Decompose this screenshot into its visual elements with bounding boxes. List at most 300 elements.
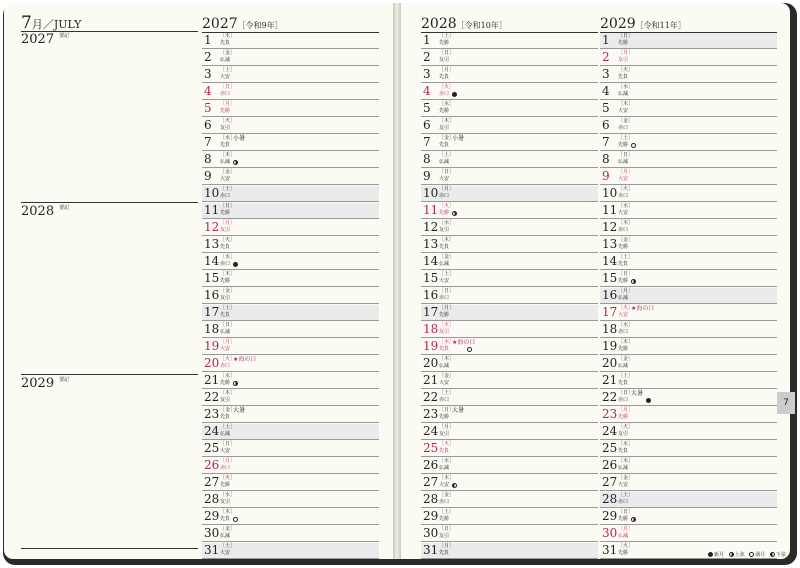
rokuyo-label: 先勝 [439,312,450,318]
day-number: 22 [423,390,439,404]
day-row[interactable] [202,373,379,389]
day-row[interactable] [421,220,598,236]
day-row[interactable] [600,526,777,542]
day-number: 13 [423,237,439,251]
day-row[interactable] [600,356,777,372]
rokuyo-label: 大安 [618,312,629,318]
weekday-label: ［金］ [220,169,236,175]
rokuyo-label: 赤口 [618,193,629,199]
rokuyo-label: 先負 [220,516,231,522]
day-row[interactable] [421,169,598,185]
day-number: 25 [602,441,618,455]
weekday-label: ［月］ [439,67,455,73]
day-row[interactable] [202,169,379,185]
weekday-label: ［金］ [439,492,455,498]
rokuyo-label: 先勝 [618,142,629,148]
day-row[interactable] [202,135,379,151]
day-row[interactable] [202,237,379,253]
weekday-label: ［土］ [618,135,634,141]
year-separator [21,374,198,375]
rokuyo-label: 先負 [439,74,450,80]
rokuyo-label: 友引 [439,57,450,63]
rokuyo-label: 大安 [618,176,629,182]
day-number: 13 [204,237,220,251]
weekday-label: ［金］ [618,356,634,362]
day-row[interactable] [600,101,777,117]
day-row[interactable] [600,84,777,100]
day-row[interactable] [421,271,598,287]
day-row[interactable] [600,339,777,355]
rokuyo-label: 大安 [618,210,629,216]
rokuyo-label: 仏滅 [618,363,629,369]
weekday-label: ［土］ [220,186,236,192]
day-number: 22 [602,390,618,404]
day-row[interactable] [600,509,777,525]
day-row[interactable] [600,390,777,406]
rokuyo-label: 先負 [220,312,231,318]
weekday-label: ［日］ [618,509,634,515]
rokuyo-label: 赤口 [439,397,450,403]
day-row[interactable] [202,152,379,168]
rokuyo-label: 赤口 [618,499,629,505]
day-row[interactable] [202,118,379,134]
day-number: 15 [204,271,220,285]
rokuyo-label: 仏滅 [220,431,231,437]
day-number: 23 [204,407,220,421]
day-row[interactable] [421,254,598,270]
day-row[interactable] [421,118,598,134]
event-label: ★海の日 [631,305,655,312]
weekday-label: ［木］ [618,220,634,226]
day-row[interactable] [421,441,598,457]
day-number: 5 [602,101,610,115]
day-number: 3 [423,67,431,81]
day-row[interactable] [202,339,379,355]
day-row[interactable] [600,424,777,440]
rokuyo-label: 先負 [618,380,629,386]
day-row[interactable] [202,526,379,542]
day-row[interactable] [421,424,598,440]
weekday-label: ［火］ [439,322,455,328]
moon-first-icon [452,211,457,216]
rokuyo-label: 友引 [618,431,629,437]
day-number: 19 [602,339,618,353]
day-row[interactable] [202,305,379,321]
day-number: 5 [423,101,431,115]
weekday-label: ［土］ [618,373,634,379]
day-row[interactable] [421,492,598,508]
moon-full-icon [467,347,472,352]
day-row[interactable] [202,356,379,372]
weekday-label: ［土］ [439,509,455,515]
weekday-label: ［火］ [439,441,455,447]
weekday-label: ［土］ [439,33,455,39]
day-row[interactable] [600,237,777,253]
rokuyo-label: 仏滅 [618,295,629,301]
rokuyo-label: 先勝 [618,516,629,522]
day-number: 23 [602,407,618,421]
weekday-label: ［月］ [618,288,634,294]
rokuyo-label: 友引 [439,533,450,539]
weekday-label: ［月］ [618,169,634,175]
day-row[interactable] [421,458,598,474]
day-row[interactable] [202,407,379,423]
day-number: 17 [602,305,618,319]
day-row[interactable] [421,186,598,202]
rokuyo-label: 先負 [220,244,231,250]
weekday-label: ［木］ [439,475,455,481]
weekday-label: ［木］ [439,237,455,243]
day-row[interactable] [600,135,777,151]
rokuyo-label: 大安 [439,380,450,386]
weekday-label: ［月］ [220,220,236,226]
weekday-label: ［火］ [618,305,634,311]
rokuyo-label: 先負 [439,346,450,352]
day-number: 18 [423,322,439,336]
rokuyo-label: 仏滅 [220,533,231,539]
weekday-label: ［土］ [439,152,455,158]
day-number: 16 [204,288,220,302]
rokuyo-label: 先負 [220,142,231,148]
day-row[interactable] [421,67,598,83]
day-number: 28 [602,492,618,506]
weekday-label: ［火］ [618,186,634,192]
rokuyo-label: 先負 [220,414,231,420]
rokuyo-label: 赤口 [439,499,450,505]
day-number: 17 [204,305,220,319]
day-number: 8 [602,152,610,166]
rokuyo-label: 仏滅 [439,159,450,165]
column-year-title: 2029［令和11年］ [600,16,686,32]
memo-label: 要記 [59,205,70,211]
weekday-label: ［月］ [220,458,236,464]
weekday-label: ［日］ [439,169,455,175]
day-row[interactable] [421,135,598,151]
day-row[interactable] [421,33,598,49]
day-row[interactable] [202,101,379,117]
rokuyo-label: 友引 [439,431,450,437]
month-number: 7 [21,13,32,33]
day-row[interactable] [202,322,379,338]
weekday-label: ［木］ [439,356,455,362]
left-year-label: 2027 $^{要記}$ [21,32,70,47]
rokuyo-label: 赤口 [439,193,450,199]
day-row[interactable] [600,322,777,338]
day-number: 31 [423,543,439,557]
day-row[interactable] [600,33,777,49]
day-number: 11 [204,203,220,217]
weekday-label: ［水］ [220,254,236,260]
rokuyo-label: 赤口 [220,193,231,199]
day-number: 15 [423,271,439,285]
day-number: 30 [423,526,439,540]
rokuyo-label: 大安 [220,346,231,352]
rokuyo-label: 仏滅 [439,261,450,267]
day-row[interactable] [421,237,598,253]
last-quarter-icon [770,552,775,557]
day-row[interactable] [202,543,379,559]
rokuyo-label: 友引 [220,227,231,233]
weekday-label: ［日］ [618,33,634,39]
day-number: 1 [602,33,610,47]
weekday-label: ［日］ [618,152,634,158]
day-number: 25 [423,441,439,455]
weekday-label: ［火］ [618,67,634,73]
rokuyo-label: 先勝 [220,482,231,488]
column-year-title: 2028［令和10年］ [421,16,507,32]
day-row[interactable] [421,543,598,559]
day-row[interactable] [421,407,598,423]
day-row[interactable] [600,50,777,66]
weekday-label: ［金］ [220,288,236,294]
day-row[interactable] [600,441,777,457]
moon-first-icon [631,279,636,284]
day-row[interactable] [202,390,379,406]
day-row[interactable] [202,458,379,474]
weekday-label: ［日］ [220,441,236,447]
day-row[interactable] [421,356,598,372]
day-row[interactable] [202,475,379,491]
day-row[interactable] [421,101,598,117]
day-row[interactable] [202,84,379,100]
day-number: 28 [204,492,220,506]
day-number: 5 [204,101,212,115]
day-number: 30 [602,526,618,540]
day-row[interactable] [421,288,598,304]
day-number: 17 [423,305,439,319]
day-number: 7 [602,135,610,149]
rokuyo-label: 大安 [220,74,231,80]
rokuyo-label: 先負 [220,40,231,46]
book-spine [393,3,401,559]
memo-label: 要記 [59,377,70,383]
rokuyo-label: 大安 [439,278,450,284]
weekday-label: ［月］ [439,424,455,430]
weekday-label: ［木］ [220,33,236,39]
rokuyo-label: 先負 [439,448,450,454]
day-row[interactable] [600,118,777,134]
weekday-label: ［木］ [220,509,236,515]
rokuyo-label: 仏滅 [220,329,231,335]
day-number: 27 [423,475,439,489]
day-number: 18 [204,322,220,336]
rokuyo-label: 先勝 [220,278,231,284]
weekday-label: ［日］ [220,203,236,209]
weekday-label: ［木］ [618,101,634,107]
weekday-label: ［月］ [618,407,634,413]
day-number: 19 [423,339,439,353]
day-row[interactable] [600,492,777,508]
day-row[interactable] [600,186,777,202]
weekday-label: ［土］ [220,543,236,549]
day-row[interactable] [202,492,379,508]
moon-first-icon [233,160,238,165]
weekday-label: ［日］ [618,271,634,277]
day-number: 12 [204,220,220,234]
day-row[interactable] [421,373,598,389]
rokuyo-label: 先負 [439,244,450,250]
weekday-label: ［水］ [220,373,236,379]
day-row[interactable] [600,169,777,185]
day-number: 13 [602,237,618,251]
day-row[interactable] [421,390,598,406]
day-row[interactable] [421,475,598,491]
weekday-label: ［水］ [439,101,455,107]
day-number: 16 [423,288,439,302]
day-row[interactable] [421,526,598,542]
rokuyo-label: 先勝 [439,414,450,420]
day-number: 24 [602,424,618,438]
day-number: 4 [423,84,431,98]
day-row[interactable] [600,373,777,389]
rokuyo-label: 友引 [439,329,450,335]
day-number: 8 [204,152,212,166]
weekday-label: ［土］ [220,305,236,311]
rokuyo-label: 友引 [220,499,231,505]
weekday-label: ［月］ [439,186,455,192]
day-row[interactable] [600,67,777,83]
day-row[interactable] [421,322,598,338]
rokuyo-label: 先負 [618,448,629,454]
memo-label: 要記 [59,33,70,39]
day-number: 10 [204,186,220,200]
rokuyo-label: 先勝 [618,414,629,420]
day-number: 3 [602,67,610,81]
weekday-label: ［火］ [220,475,236,481]
day-row[interactable] [600,458,777,474]
rokuyo-label: 仏滅 [618,465,629,471]
weekday-label: ［月］ [220,101,236,107]
full-moon-icon [749,552,754,557]
day-row[interactable] [421,339,598,355]
event-label: 小暑 [452,135,465,142]
day-row[interactable] [600,220,777,236]
weekday-label: ［金］ [618,118,634,124]
day-row[interactable] [600,407,777,423]
day-row[interactable] [421,203,598,219]
rokuyo-label: 仏滅 [439,363,450,369]
day-number: 2 [602,50,610,64]
day-row[interactable] [600,271,777,287]
weekday-label: ［火］ [439,84,455,90]
new-moon-icon [708,552,713,557]
rokuyo-label: 友引 [439,125,450,131]
day-row[interactable] [202,220,379,236]
day-row[interactable] [421,50,598,66]
day-row[interactable] [421,152,598,168]
day-row[interactable] [202,67,379,83]
rokuyo-label: 大安 [220,448,231,454]
day-row[interactable] [202,424,379,440]
day-number: 31 [204,543,220,557]
day-row[interactable] [202,50,379,66]
weekday-label: ［日］ [439,288,455,294]
day-row[interactable] [202,254,379,270]
weekday-label: ［水］ [618,203,634,209]
day-number: 25 [204,441,220,455]
day-number: 14 [204,254,220,268]
day-row[interactable] [600,475,777,491]
day-number: 14 [602,254,618,268]
rokuyo-label: 友引 [220,125,231,131]
day-number: 29 [602,509,618,523]
day-row[interactable] [600,305,777,321]
rokuyo-label: 先勝 [220,210,231,216]
weekday-label: ［土］ [618,492,634,498]
day-number: 28 [423,492,439,506]
day-number: 29 [204,509,220,523]
day-number: 10 [602,186,618,200]
day-row[interactable] [421,509,598,525]
weekday-label: ［土］ [220,424,236,430]
weekday-label: ［火］ [618,424,634,430]
moon-last-icon [452,483,457,488]
rokuyo-label: 仏滅 [220,159,231,165]
weekday-label: ［日］ [439,526,455,532]
day-number: 21 [423,373,439,387]
rokuyo-label: 仏滅 [618,91,629,97]
moon-first-icon [233,381,238,386]
weekday-label: ［木］ [220,152,236,158]
day-number: 9 [423,169,431,183]
day-row[interactable] [421,84,598,100]
day-row[interactable] [202,33,379,49]
rokuyo-label: 仏滅 [618,533,629,539]
day-row[interactable] [600,288,777,304]
weekday-label: ［月］ [618,50,634,56]
weekday-label: ［水］ [618,441,634,447]
day-number: 4 [602,84,610,98]
event-label: 大暑 [452,407,465,414]
day-row[interactable] [600,152,777,168]
weekday-label: ［日］ [220,84,236,90]
day-number: 1 [204,33,212,47]
rokuyo-label: 友引 [439,227,450,233]
rokuyo-label: 赤口 [618,227,629,233]
day-number: 20 [423,356,439,370]
day-row[interactable] [600,254,777,270]
weekday-label: ［金］ [220,407,236,413]
weekday-label: ［水］ [220,135,236,141]
rokuyo-label: 赤口 [439,295,450,301]
day-row[interactable] [600,203,777,219]
rokuyo-label: 先勝 [220,108,231,114]
day-row[interactable] [202,186,379,202]
weekday-label: ［火］ [439,203,455,209]
day-row[interactable] [202,271,379,287]
day-number: 31 [602,543,618,557]
weekday-label: ［月］ [439,305,455,311]
day-row[interactable] [202,441,379,457]
day-row[interactable] [202,288,379,304]
event-label: 小暑 [233,135,246,142]
weekday-label: ［金］ [220,526,236,532]
day-number: 27 [602,475,618,489]
day-row[interactable] [202,203,379,219]
rokuyo-label: 仏滅 [220,57,231,63]
event-label: ★海の日 [233,356,257,363]
moon-full-icon [233,517,238,522]
month-index-tab[interactable]: 7 [777,392,795,414]
weekday-label: ［日］ [439,407,455,413]
rokuyo-label: 赤口 [439,91,450,97]
first-quarter-icon [729,552,734,557]
rokuyo-label: 友引 [220,295,231,301]
weekday-label: ［金］ [618,475,634,481]
day-row[interactable] [421,305,598,321]
weekday-label: ［金］ [618,237,634,243]
day-row[interactable] [202,509,379,525]
